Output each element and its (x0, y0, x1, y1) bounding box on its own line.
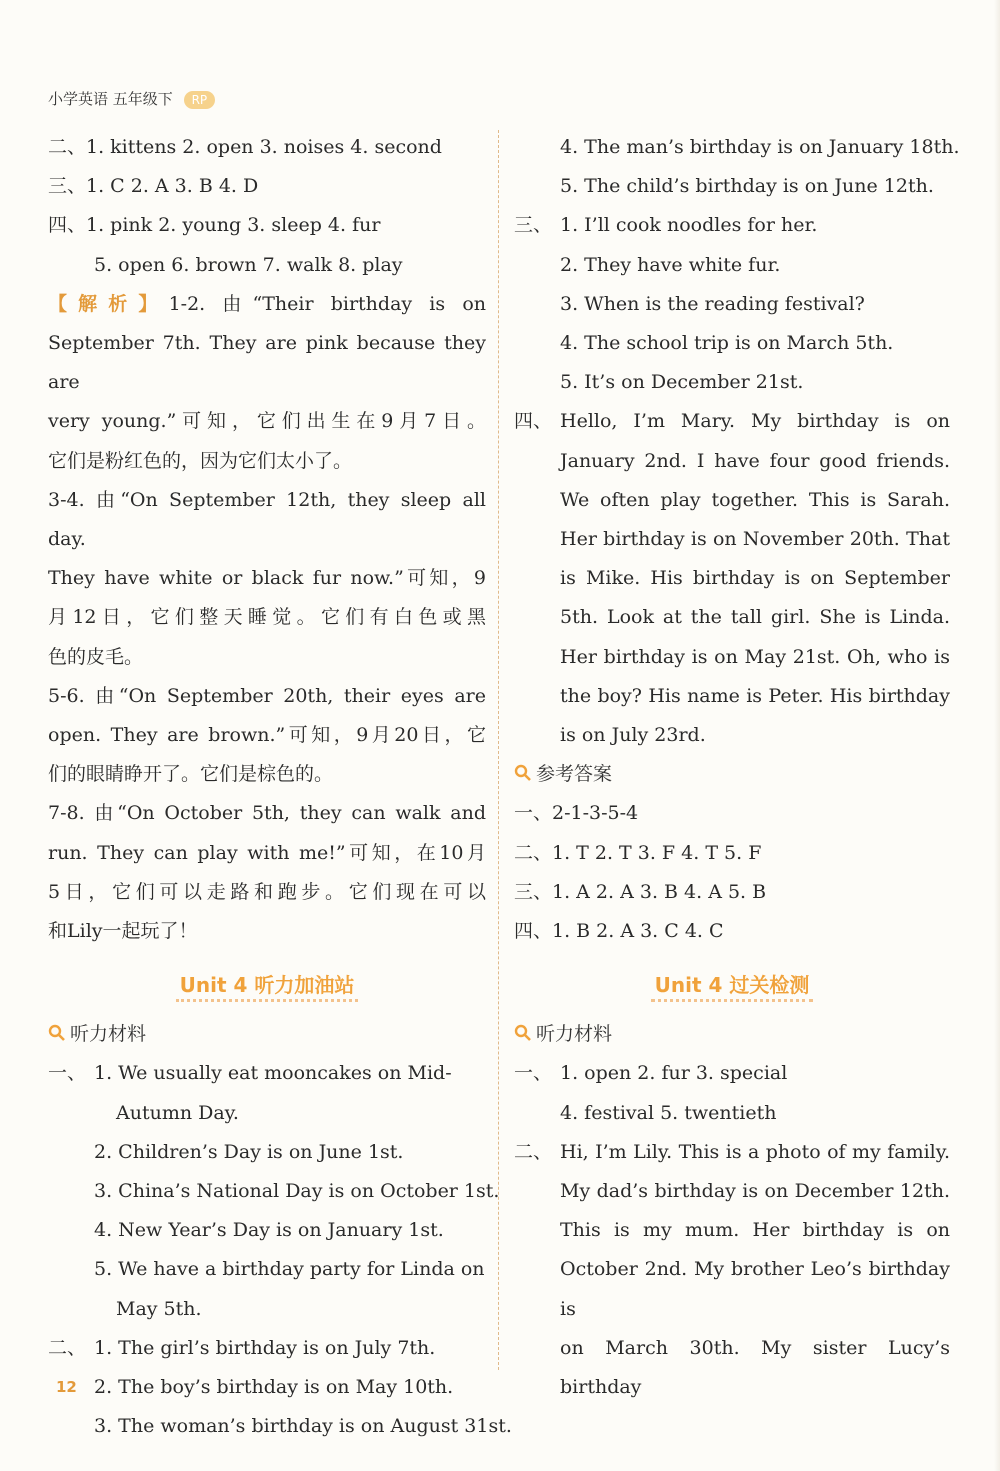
passage-line: October 2nd. My brother Leo’s birthday is (560, 1258, 950, 1320)
magnifier-icon (514, 1024, 532, 1042)
listening-item: Autumn Day. (116, 1101, 239, 1124)
passage-line: the boy? His name is Peter. His birthday (560, 684, 950, 707)
analysis-line: open. They are brown.”可知，9月20日，它 (48, 724, 486, 747)
answer-line: 5. open 6. brown 7. walk 8. play (94, 253, 403, 276)
answer-line: 一、2-1-3-5-4 (514, 802, 639, 825)
listening-item: 一、 1. open 2. fur 3. special (514, 1062, 788, 1085)
passage-line: 四、 Hello, I’m Mary. My birthday is on (514, 410, 950, 433)
listening-item: 5. We have a birthday party for Linda on (94, 1258, 485, 1281)
analysis-label: 【解析】 (48, 292, 169, 315)
analysis-line: September 7th. They are pink because they are (48, 332, 486, 394)
passage-line: January 2nd. I have four good friends. (560, 449, 950, 472)
answer-line: 四、1. pink 2. young 3. sleep 4. fur (48, 214, 381, 237)
analysis-line: 和Lily一起玩了！ (48, 920, 198, 943)
listening-item: May 5th. (116, 1297, 202, 1320)
passage-line: is Mike. His birthday is on September (560, 567, 950, 590)
analysis-line: 色的皮毛。 (48, 645, 144, 668)
listening-item: 2. Children’s Day is on June 1st. (94, 1140, 404, 1163)
analysis-line: 们的眼睛睁开了。它们是棕色的。 (48, 763, 334, 786)
passage-line: 二、 Hi, I’m Lily. This is a photo of my family. (514, 1140, 950, 1163)
analysis-line: very young.”可知，它们出生在9月7日。 (48, 410, 486, 433)
page-number: 12 (56, 1378, 77, 1396)
listening-item: 4. The school trip is on March 5th. (560, 332, 894, 355)
passage-line: My dad’s birthday is on December 12th. (560, 1180, 950, 1203)
edition-badge: RP (184, 91, 216, 109)
left-column (48, 128, 512, 1447)
analysis-line: 【解析】1-2. 由“Their birthday is on (48, 292, 486, 315)
analysis-line: 月12日，它们整天睡觉。它们有白色或黑 (48, 606, 486, 629)
analysis-line: 5日，它们可以走路和跑步。它们现在可以 (48, 880, 486, 903)
magnifier-icon (514, 764, 532, 782)
listening-item: 2. The boy’s birthday is on May 10th. (94, 1376, 454, 1399)
listening-item: 三、 1. I’ll cook noodles for her. (514, 214, 818, 237)
unit-title: Unit 4 听力加油站 (48, 963, 486, 1007)
answer-line: 三、1. C 2. A 3. B 4. D (48, 175, 259, 198)
listening-item: 3. The woman’s birthday is on August 31st. (94, 1415, 512, 1438)
passage-line: Her birthday is on May 21st. Oh, who is (560, 645, 950, 668)
book-title: 小学英语 五年级下 (48, 90, 173, 108)
analysis-line: run. They can play with me!”可知，在10月 (48, 841, 486, 864)
passage-line: is on July 23rd. (560, 724, 706, 747)
passage-line: Her birthday is on November 20th. That (560, 528, 950, 551)
listening-item: 5. The child’s birthday is on June 12th. (560, 175, 934, 198)
answer-line: 二、1. T 2. T 3. F 4. T 5. F (514, 841, 762, 864)
unit-title: Unit 4 过关检测 (514, 963, 950, 1007)
section-heading: 听力材料 (514, 1015, 950, 1054)
listening-item: 4. The man’s birthday is on January 18th. (560, 136, 960, 158)
page-header (48, 88, 215, 109)
passage-line: 5th. Look at the tall girl. She is Linda. (560, 606, 950, 629)
answer-line: 二、1. kittens 2. open 3. noises 4. second (48, 136, 442, 158)
answer-line: 四、1. B 2. A 3. C 4. C (514, 920, 724, 943)
listening-item: 一、 1. We usually eat mooncakes on Mid- (48, 1062, 452, 1085)
analysis-line: 它们是粉红色的，因为它们太小了。 (48, 449, 353, 472)
analysis-line: 3-4. 由“On September 12th, they sleep all day. (48, 488, 486, 551)
listening-item: 5. It’s on December 21st. (560, 371, 804, 394)
listening-item: 2. They have white fur. (560, 253, 781, 276)
listening-item: 4. New Year’s Day is on January 1st. (94, 1219, 444, 1242)
section-heading: 听力材料 (48, 1015, 486, 1054)
listening-item: 3. When is the reading festival? (560, 292, 865, 315)
analysis-line: 5-6. 由“On September 20th, their eyes are (48, 684, 486, 707)
magnifier-icon (48, 1024, 66, 1042)
page-edge (994, 0, 1000, 1471)
right-column (514, 128, 960, 1407)
passage-line: We often play together. This is Sarah. (560, 488, 950, 511)
section-heading: 参考答案 (514, 755, 950, 794)
analysis-line: They have white or black fur now.”可知，9 (48, 567, 486, 590)
passage-line: on March 30th. My sister Lucy’s birthday (560, 1336, 950, 1399)
listening-item: 二、 1. The girl’s birthday is on July 7th. (48, 1336, 436, 1359)
analysis-line: 7-8. 由“On October 5th, they can walk and (48, 802, 486, 825)
listening-item: 3. China’s National Day is on October 1st. (94, 1180, 500, 1203)
listening-item: 4. festival 5. twentieth (560, 1101, 777, 1124)
passage-line: This is my mum. Her birthday is on (560, 1219, 950, 1242)
answer-line: 三、1. A 2. A 3. B 4. A 5. B (514, 880, 767, 903)
